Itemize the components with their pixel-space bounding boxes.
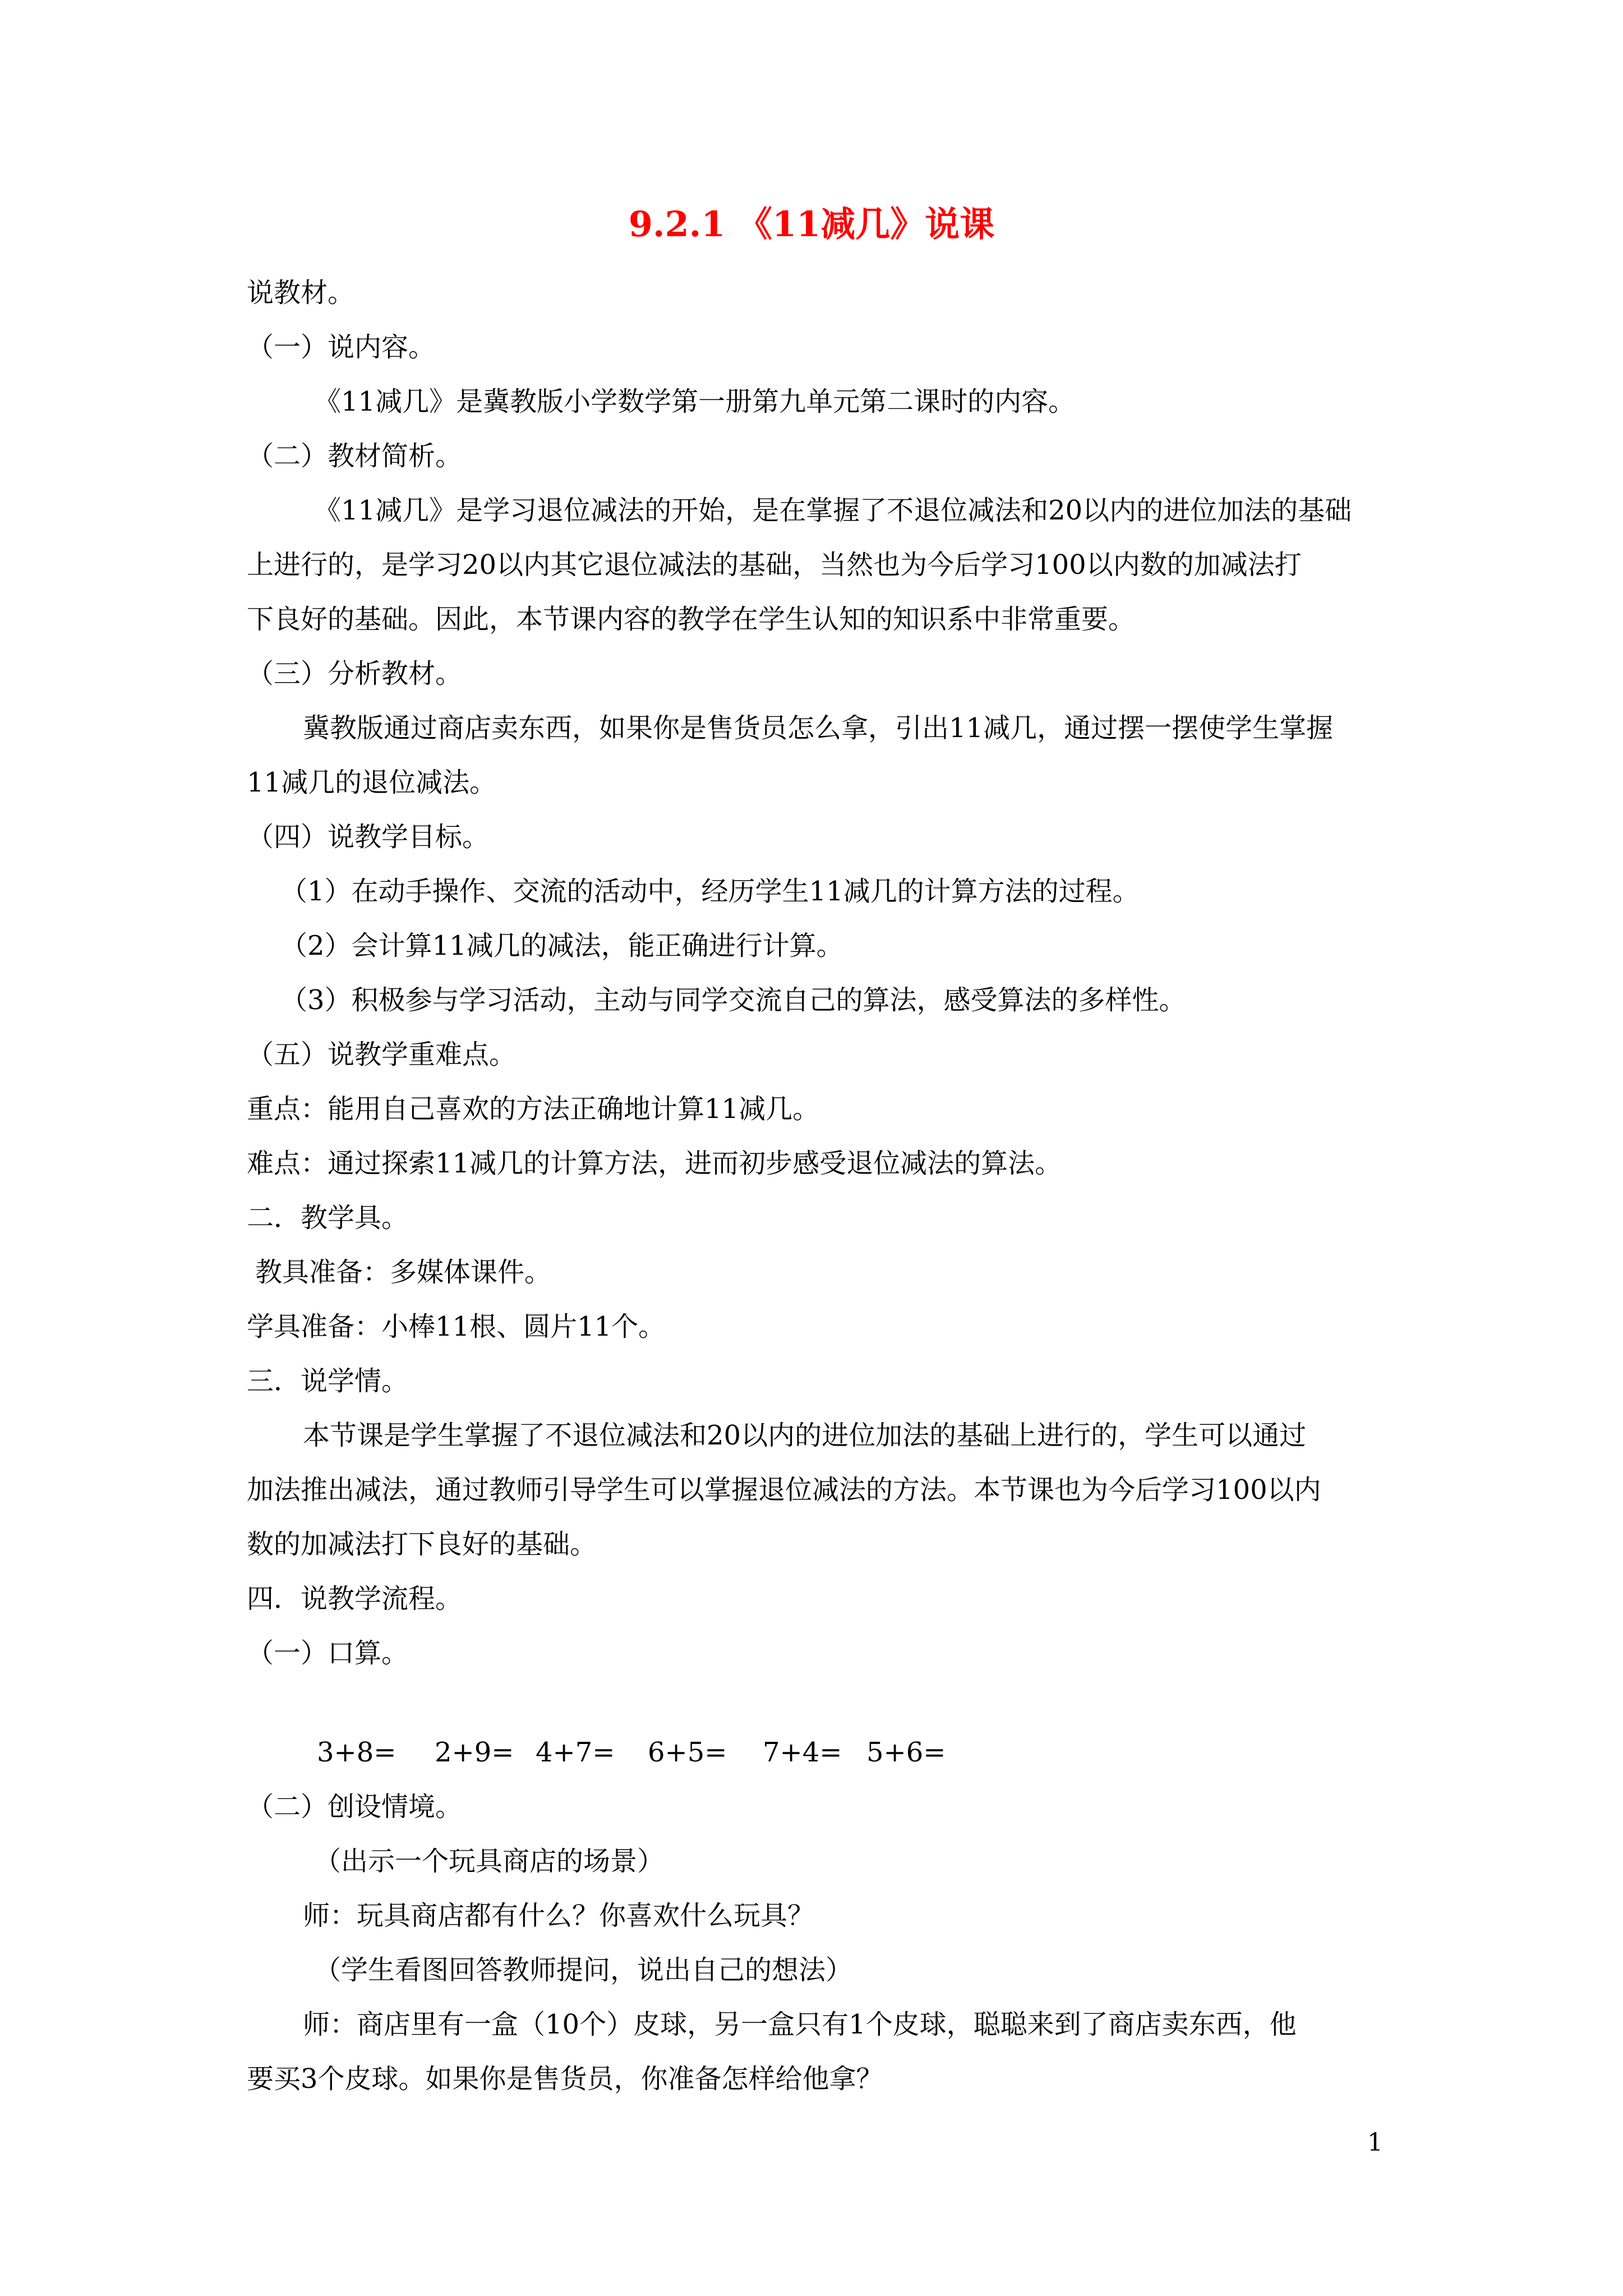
document-title: 9.2.1 《11减几》说课 <box>628 204 995 245</box>
paragraph-line: 冀教版通过商店卖东西，如果你是售货员怎么拿，引出11减几，通过摆一摆使学生掌握 <box>303 712 1334 744</box>
paragraph-line: （学生看图回答教师提问，说出自己的想法） <box>314 1954 853 1986</box>
paragraph-line: 要买3个皮球。如果你是售货员，你准备怎样给他拿？ <box>247 2063 883 2095</box>
paragraph-line: 师：商店里有一盒（10个）皮球，另一盒只有1个皮球，聪聪来到了商店卖东西，他 <box>303 2009 1297 2040</box>
paragraph-line: 加法推出减法，通过教师引导学生可以掌握退位减法的方法。本节课也为今后学习100以内 <box>247 1474 1321 1506</box>
subsection-heading: （一）说内容。 <box>247 332 436 363</box>
subsection-heading: （三）分析教材。 <box>247 658 463 689</box>
paragraph-line: 师：玩具商店都有什么？你喜欢什么玩具？ <box>303 1900 815 1931</box>
mental-math-item: 3+8= <box>317 1737 396 1768</box>
section-heading: 四．说教学流程。 <box>247 1583 463 1614</box>
paragraph-line: 下良好的基础。因此，本节课内容的教学在学生认知的知识系中非常重要。 <box>247 604 1136 635</box>
paragraph-line: 数的加减法打下良好的基础。 <box>247 1529 597 1560</box>
objective-item: （1）在动手操作、交流的活动中，经历学生11减几的计算方法的过程。 <box>280 876 1140 907</box>
subsection-heading: （一）口算。 <box>247 1637 409 1669</box>
subsection-heading: （五）说教学重难点。 <box>247 1039 517 1070</box>
paragraph-line: 《11减几》是冀教版小学数学第一册第九单元第二课时的内容。 <box>314 386 1076 417</box>
objective-item: （2）会计算11减几的减法，能正确进行计算。 <box>280 930 843 961</box>
paragraph-line: 学具准备：小棒11根、圆片11个。 <box>247 1311 666 1342</box>
paragraph-line: （出示一个玩具商店的场景） <box>314 1846 665 1877</box>
mental-math-item: 4+7= <box>536 1737 615 1768</box>
paragraph-line: 《11减几》是学习退位减法的开始，是在掌握了不退位减法和20以内的进位加法的基础 <box>314 495 1352 526</box>
mental-math-item: 6+5= <box>648 1737 727 1768</box>
paragraph-line: 教具准备：多媒体课件。 <box>255 1257 552 1288</box>
paragraph-line: 重点：能用自己喜欢的方法正确地计算11减几。 <box>247 1093 820 1125</box>
section-heading: 三．说学情。 <box>247 1365 409 1397</box>
paragraph-line: 难点：通过探索11减几的计算方法，进而初步感受退位减法的算法。 <box>247 1148 1062 1179</box>
mental-math-item: 7+4= <box>763 1737 842 1768</box>
subsection-heading: （四）说教学目标。 <box>247 821 490 853</box>
subsection-heading: （二）创设情境。 <box>247 1791 463 1823</box>
page-number: 1 <box>1367 2128 1383 2157</box>
section-heading: 二．教学具。 <box>247 1202 409 1234</box>
subsection-heading: （二）教材简析。 <box>247 440 463 472</box>
mental-math-item: 2+9= <box>435 1737 514 1768</box>
section-heading: 说教材。 <box>247 277 355 309</box>
objective-item: （3）积极参与学习活动，主动与同学交流自己的算法，感受算法的多样性。 <box>280 984 1186 1016</box>
paragraph-line: 本节课是学生掌握了不退位减法和20以内的进位加法的基础上进行的，学生可以通过 <box>303 1420 1307 1451</box>
paragraph-line: 11减几的退位减法。 <box>247 767 497 798</box>
paragraph-line: 上进行的，是学习20以内其它退位减法的基础，当然也为今后学习100以内数的加减法打 <box>247 549 1302 581</box>
mental-math-item: 5+6= <box>866 1737 946 1768</box>
